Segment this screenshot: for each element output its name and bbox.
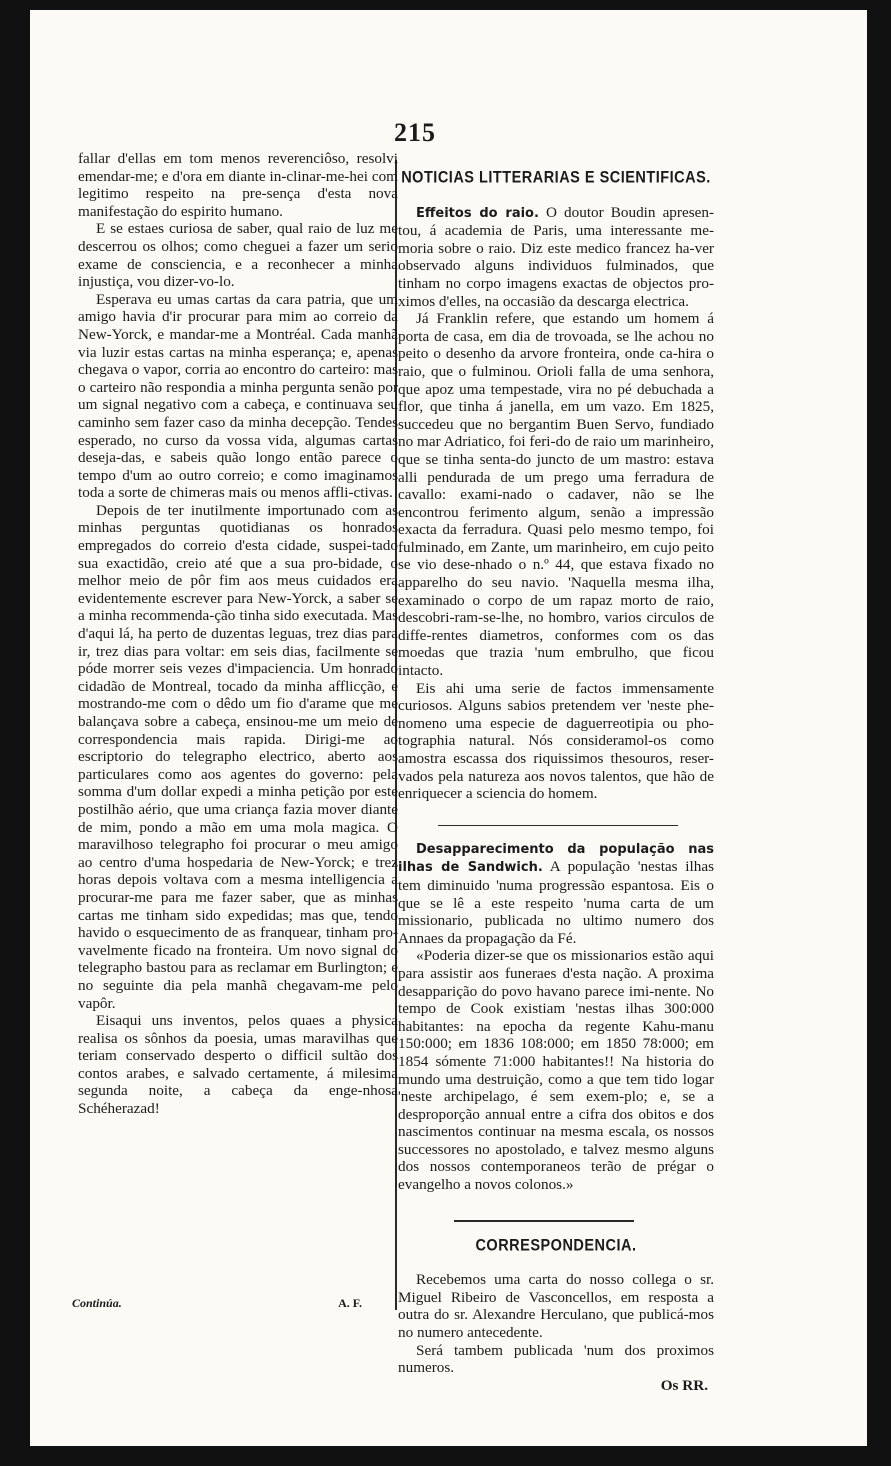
article-sandwich-paragraph-2: «Poderia dizer-se que os missionarios estão aqui para assistir aos funeraes d'esta nação. A proxima desapparição do povo havano parece imi-nente. No tempo de Cook existiam 'nestas ilhas 300:000 habitantes: na epocha da regente Kahu-manu 150:000; em 1836 108:000; em 1850 78:000; em 1854 sómente 71:000 habitantes!! Na historia do mundo uma destruição, como a que tem tido logar 'neste archipelago, é sem exem-plo; e, se a desproporção annual entre a cifra dos obitos e dos nascimentos continuar na mesma escala, os nossos successores no apostolado, e talvez mesmo alguns dos nossos contemporaneos terão de prégar o evangelho a novos colonos.» [398,947,714,1194]
article-raio-paragraph-2: Já Franklin refere, que estando um homem á porta de casa, em dia de trovoada, se lhe achou no peito o desenho da arvore fronteira, onde ca-hira o raio, que o fulminou. Orioli falla de uma senhora, que apoz uma tempestade, vira no pé debuchada a flor, que tinha á janella, em um vazo. Em 1825, succedeu que no bergantim Buen Servo, fundiado no mar Adriatico, foi feri-do de raio um marinheiro, que se tinha senta-do juncto de um mastro: estava alli pendurada de um prego uma ferradura de cavallo: exami-nado o cadaver, não se lhe encontrou ferimento algum, senão a impressão exacta da ferradura. Quasi pelo mesmo tempo, foi fulminado, em Zante, um marinheiro, em cujo peito se vio dese-nhado o n.º 44, que estava fixado no apparelho do seu navio. 'Naquella mesma ilha, examinado o corpo de um rapaz morto de raio, descobri-ram-se-lhe, no hombro, varios circulos de diffe-rentes diametros, conformes com os das moedas que trazia 'num embrulho, que ficou intacto. [398,310,714,680]
right-column [398,170,714,1394]
section-title-noticias: NOTICIAS LITTERARIAS E SCIENTIFICAS. [401,168,711,188]
scan-border-top [0,0,891,10]
left-paragraph-3: Esperava eu umas cartas da cara patria, que um amigo havia d'ir procurar para mim ao correio da New-Yorck, e mandar-me a Montréal. Cada manhã via luzir estas cartas na minha esperança; e, apenas chegava o vapor, corria ao encontro do carteiro: mas o carteiro não respondia a minha pergunta senão por um signal negativo com a cabeça, e continuava seu caminho sem fazer caso da minha decepção. Tendes esperado, no curso da vossa vida, algumas cartas deseja-das, e sabeis quão longo então parece o tempo d'um ao outro correio; e como imaginamos toda a sorte de chimeras mais ou menos affli-ctivas. [78,290,398,502]
article-separator [438,825,678,826]
left-paragraph-1: fallar d'ellas em tom menos reverenciôso, resolvi emendar-me; e d'ora em diante in-clinar-me-hei com legitimo respeito na pre-sença d'esta nova manifestação do espirito humano. [78,150,398,220]
article-sandwich-title: Desapparecimento da população nas ilhas de Sandwich. [398,841,714,876]
left-signature-row [72,1296,362,1312]
section-title-correspondencia: CORRESPONDENCIA. [475,1236,637,1255]
article-sandwich-paragraph-1: A população 'nestas ilhas tem diminuido 'numa progressão espantosa. Eis o que se lê a este respeito 'numa carta de um missionario, publicada no ultimo numero dos Annaes da propagação da Fé. [398,858,714,947]
scan-border-left [0,0,30,1466]
article-raio-intro [398,204,714,311]
scan-border-right [867,0,891,1466]
article-raio-paragraph-3: Eis ahi uma serie de factos immensamente curiosos. Alguns sabios pretendem ver 'neste phe-nomeno uma especie de daguerreotipia ou pho-tographia natural. Nós consideramol-os como amostra escassa dos riquissimos thesouros, reser-vados pela natureza aos novos talentos, que hão de enriquecer a sciencia do homem. [398,679,714,803]
author-initials: A. F. [338,1296,362,1310]
article-sandwich-intro [398,840,714,948]
correspondence-signature: Os RR. [660,1376,708,1394]
left-paragraph-4: Depois de ter inutilmente importunado com as minhas perguntas quotidianas os honrados empregados do correio d'esta cidade, suspei-tado sua exactidão, creio até que a sua pro-bidade, o melhor meio de pôr fim aos meus cuidados era evidentemente escrever para New-Yorck, a saber se a minha recommenda-ção tinha sido executada. Mas d'aqui lá, ha perto de duzentas leguas, trez dias para ir, trez dias para voltar: em seis dias, facilmente se póde morrer seis vezes d'impaciencia. Um honrado cidadão de Montreal, tocado da minha afflicção, e mostrando-me com o dêdo um fio d'arame que me balançava sobre a cabeça, ensinou-me um meio de correspondencia mais rapida. Dirigi-me ao escriptorio do telegrapho electrico, aberto aos particulares como aos agentes do governo: pela somma d'um dollar expedi a minha petição por este postilhão aério, que uma criança fazia mover diante de mim, pondo a mão em uma mola magica. O maravilhoso telegrapho foi procurar o meu amigo ao centro d'uma hospedaria de New-Yorck; e trez horas depois voltava com a mesma intelligencia a procurar-me para me fazer saber, que as minhas cartas me tinham sido expedidas; mas que, tendo havido o esquecimento de as franquear, tinham pro-vavelmente ficado na fronteira. Um novo signal do telegrapho bastou para as reclamar em Burlington; e no seguinte dia pela manhã chegavam-me pelo vapôr. [78,501,398,1012]
scan-border-bottom [0,1446,891,1466]
correspondence-separator [454,1220,634,1222]
correspondence-paragraph-1: Recebemos uma carta do nosso collega o sr. Miguel Ribeiro de Vasconcellos, em resposta a outra do sr. Alexandre Herculano, que publicá-mos no numero antecedente. [398,1271,714,1342]
left-column [78,150,398,1118]
article-raio-paragraph-1: O doutor Boudin apresen-tou, á academia de Paris, uma interessante me-moria sobre o raio. Diz este medico francez ha-ver observado alguns individuos fulminados, que tinham no corpo imagens exactas de objectos pro-ximos d'elles, na occasião da descarga electrica. [398,203,714,310]
left-paragraph-2: E se estaes curiosa de saber, qual raio de luz me descerrou os olhos; como cheguei a fazer um serio exame de consciencia, e a reconhecer a minha injustiça, vou dizer-vo-lo. [78,220,398,291]
continua-note: Continúa. [72,1296,122,1310]
left-paragraph-5: Eisaqui uns inventos, pelos quaes a physica realisa os sônhos da poesia, umas maravilhas que teriam conservado desperto o difficil sultão dos contos arabes, e salvado certamente, á milesima segunda noite, a cabeça da enge-nhosa Schéherazad! [78,1012,398,1118]
page-number: 215 [394,118,436,147]
article-raio-title: Effeitos do raio. [416,205,539,221]
correspondence-paragraph-2: Será tambem publicada 'num dos proximos numeros. [398,1341,714,1377]
